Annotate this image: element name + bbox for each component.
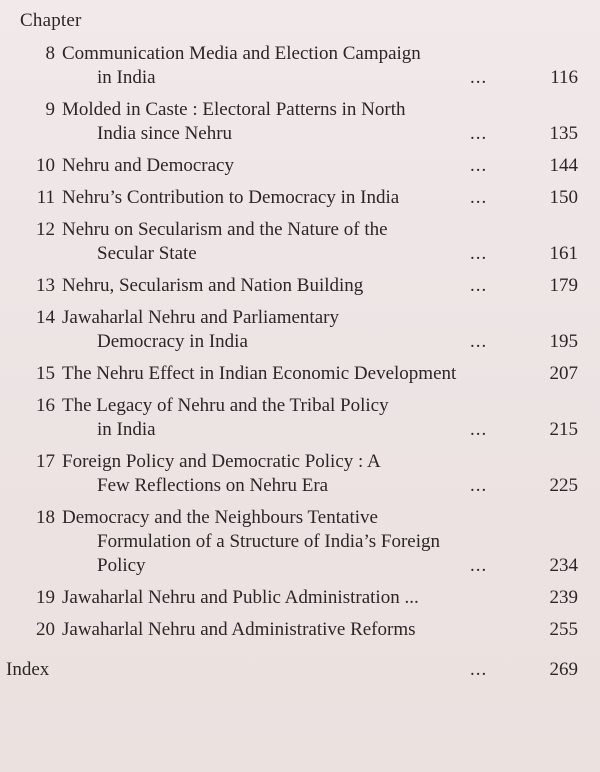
chapter-title-line: The Nehru Effect in Indian Economic Development [62,363,457,384]
page-number: 255 [549,619,578,640]
index-page-number: 269 [549,659,578,680]
chapter-number: 10 [36,155,55,176]
chapter-title-line: Molded in Caste : Electoral Patterns in North [62,99,406,120]
chapter-title-line: Jawaharlal Nehru and Public Administration ... [62,587,419,608]
page-number: 195 [549,331,578,352]
chapter-number: 15 [36,363,55,384]
page-number: 234 [549,555,578,576]
leader-dots: ... [470,67,488,88]
chapter-title-line: Democracy in India [97,331,248,352]
index-leader-dots: ... [470,659,488,680]
chapter-number: 19 [36,587,55,608]
page-number: 225 [549,475,578,496]
chapter-number: 9 [45,99,55,120]
chapter-title-line: Communication Media and Election Campaign [62,43,421,64]
chapter-title-line: Nehru and Democracy [62,155,234,176]
chapter-number: 20 [36,619,55,640]
leader-dots: ... [470,275,488,296]
chapter-title-line: Foreign Policy and Democratic Policy : A [62,451,381,472]
chapter-title-line: Nehru’s Contribution to Democracy in India [62,187,400,208]
chapter-number: 18 [36,507,55,528]
page-number: 161 [549,243,578,264]
chapter-title-line: Jawaharlal Nehru and Administrative Reforms [62,619,416,640]
leader-dots: ... [470,331,488,352]
leader-dots: ... [470,155,488,176]
page-number: 144 [549,155,578,176]
chapter-number: 11 [36,187,55,208]
leader-dots: ... [470,187,488,208]
chapter-title-line: The Legacy of Nehru and the Tribal Policy [62,395,389,416]
leader-dots: ... [470,123,488,144]
page-number: 179 [549,275,578,296]
chapter-title-line: Nehru on Secularism and the Nature of the [62,219,388,240]
page-number: 215 [549,419,578,440]
page-number: 116 [550,67,578,88]
leader-dots: ... [470,555,488,576]
chapter-title-line: Democracy and the Neighbours Tentative [62,507,378,528]
chapter-heading: Chapter [20,10,82,31]
chapter-number: 16 [36,395,55,416]
page-number: 239 [549,587,578,608]
index-label: Index [6,659,50,680]
chapter-title-line: Formulation of a Structure of India’s Foreign [97,531,440,552]
chapter-title-line: in India [97,67,156,88]
chapter-title-line: in India [97,419,156,440]
chapter-title-line: Few Reflections on Nehru Era [97,475,329,496]
page-number: 207 [549,363,578,384]
chapter-number: 8 [45,43,55,64]
chapter-title-line: Jawaharlal Nehru and Parliamentary [62,307,339,328]
chapter-number: 13 [36,275,55,296]
leader-dots: ... [470,475,488,496]
chapter-title-line: Secular State [97,243,197,264]
page-number: 135 [549,123,578,144]
chapter-number: 17 [36,451,55,472]
chapter-number: 12 [36,219,55,240]
page-number: 150 [549,187,578,208]
chapter-title-line: Nehru, Secularism and Nation Building [62,275,364,296]
chapter-title-line: Policy [97,555,146,576]
chapter-number: 14 [36,307,55,328]
leader-dots: ... [470,243,488,264]
chapter-title-line: India since Nehru [97,123,233,144]
leader-dots: ... [470,419,488,440]
